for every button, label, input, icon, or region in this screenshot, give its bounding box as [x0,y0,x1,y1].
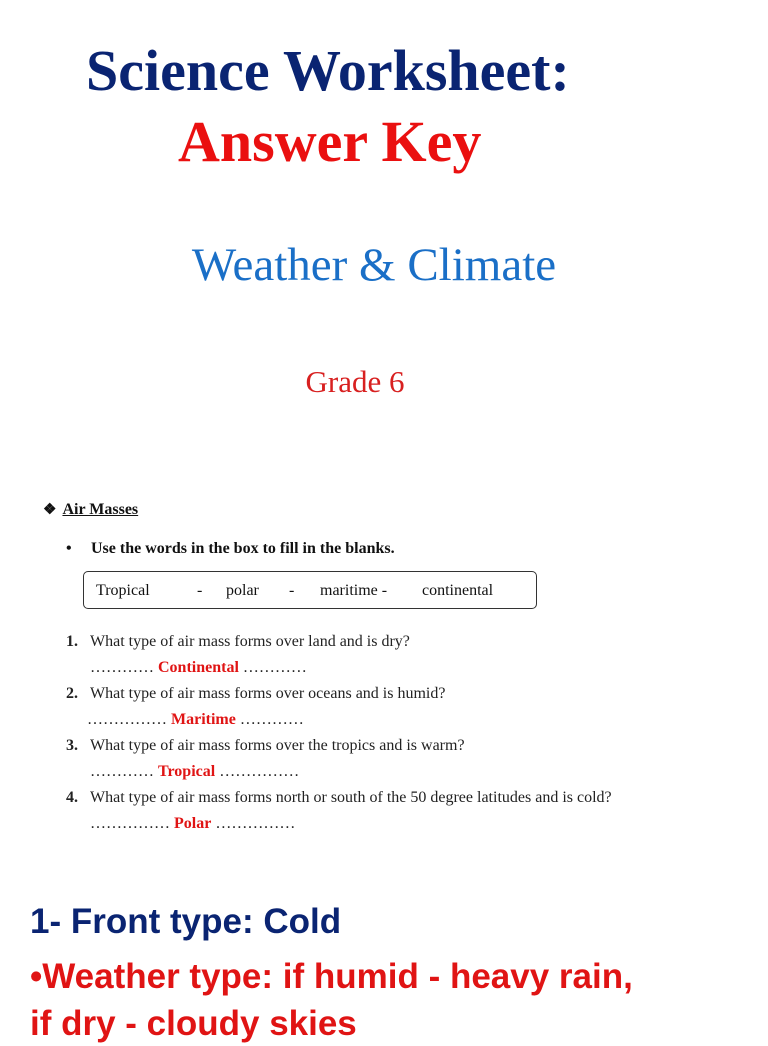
question-3 [66,736,465,756]
question-number: 4. [66,789,78,806]
bullet-icon: • [66,540,72,557]
answer-dots: ………… [239,711,304,728]
answer-4 [90,814,295,834]
word-bank-box [83,571,537,609]
answer-dots: ………… [90,763,154,780]
weather-type-line-continued: if dry - cloudy skies [30,1004,357,1043]
instruction [66,538,395,560]
answer-dots: …………… [215,815,296,832]
question-1 [66,632,410,652]
question-text: What type of air mass forms over land and is dry? [90,633,410,650]
answer-text: Continental [158,659,239,676]
answer-1 [90,658,307,678]
answer-dots: …………… [90,815,170,832]
word-bank-separator: - [197,582,203,599]
section-title: Air Masses [62,501,139,518]
grade-label: Grade 6 [305,364,405,399]
question-number: 1. [66,633,78,650]
word-bank-item: maritime - [320,582,388,599]
word-bank-item: polar [226,582,259,599]
instruction-text: Use the words in the box to fill in the blanks. [91,540,395,557]
word-bank-item: Tropical [96,582,150,599]
question-number: 2. [66,685,78,702]
answer-key-title: Answer Key [178,109,482,174]
answer-dots: …………… [219,763,300,780]
answer-dots: ………… [90,659,154,676]
question-text: What type of air mass forms over oceans and is humid? [90,685,446,702]
weather-type-line: •Weather type: if humid - heavy rain, [30,957,633,996]
diamond-bullet-icon: ❖ [43,502,57,518]
topic-subtitle: Weather & Climate [191,239,557,291]
answer-2 [87,710,304,730]
front-type-heading: 1- Front type: Cold [30,902,342,941]
worksheet-title: Science Worksheet: [86,38,570,103]
word-bank-item: continental [422,582,494,599]
answer-text: Polar [174,815,212,832]
question-text: What type of air mass forms north or south of the 50 degree latitudes and is cold? [90,789,612,806]
question-number: 3. [66,737,78,754]
answer-text: Maritime [171,711,236,728]
question-2 [66,684,445,704]
answer-dots: …………… [87,711,167,728]
section-heading [43,500,138,520]
word-bank-separator: - [289,582,295,599]
question-text: What type of air mass forms over the tropics and is warm? [90,737,465,754]
answer-text: Tropical [158,763,216,780]
answer-3 [90,762,299,782]
answer-dots: ………… [242,659,307,676]
question-4 [66,788,612,808]
